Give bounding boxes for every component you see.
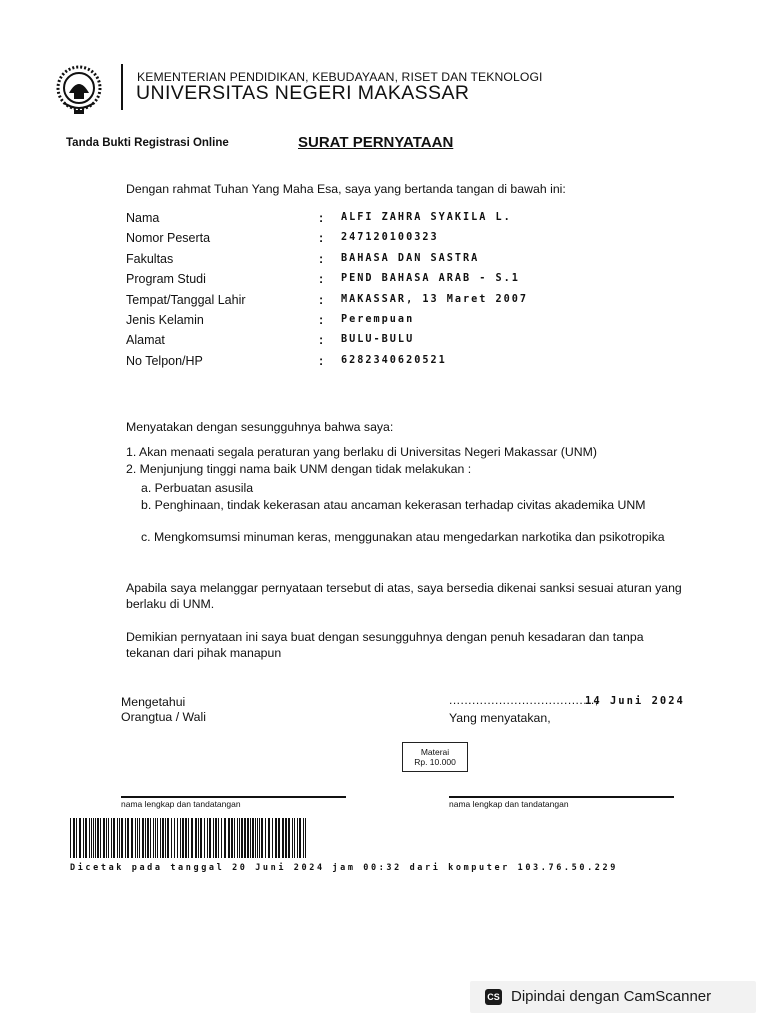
barcode-bar bbox=[137, 818, 138, 858]
barcode-bar bbox=[165, 818, 166, 858]
barcode-bar bbox=[157, 818, 158, 858]
barcode-bar bbox=[160, 818, 161, 858]
barcode-bar bbox=[215, 818, 217, 858]
barcode-bar bbox=[83, 818, 84, 858]
barcode-bar bbox=[95, 818, 96, 858]
barcode-bar bbox=[299, 818, 301, 858]
barcode-bar bbox=[97, 818, 99, 858]
field-label: Jenis Kelamin bbox=[126, 313, 204, 327]
barcode-bar bbox=[250, 818, 251, 858]
barcode-bar bbox=[103, 818, 105, 858]
document-title: SURAT PERNYATAAN bbox=[298, 134, 454, 151]
barcode-bar bbox=[228, 818, 230, 858]
camscanner-icon: CS bbox=[485, 989, 502, 1005]
barcode-bar bbox=[125, 818, 126, 858]
barcode-bar bbox=[282, 818, 284, 858]
barcode-bar bbox=[221, 818, 222, 858]
field-colon: : bbox=[319, 313, 324, 327]
stamp-box bbox=[402, 742, 468, 772]
signature-caption-right: nama lengkap dan tandatangan bbox=[449, 799, 569, 809]
camscanner-badge bbox=[470, 981, 756, 1013]
statement-item-2: 2. Menjunjung tinggi nama baik UNM dengan tidak melakukan : bbox=[126, 462, 472, 476]
barcode-bar bbox=[278, 818, 280, 858]
barcode-bar bbox=[198, 818, 199, 858]
barcode-bar bbox=[155, 818, 156, 858]
field-value: BULU-BULU bbox=[341, 334, 415, 345]
barcode-bar bbox=[188, 818, 189, 858]
barcode-bar bbox=[303, 818, 304, 858]
ministry-name: KEMENTERIAN PENDIDIKAN, KEBUDAYAAN, RISET DAN TEKNOLOGI bbox=[137, 70, 543, 84]
barcode-bar bbox=[257, 818, 258, 858]
barcode-bar bbox=[241, 818, 243, 858]
barcode-bar bbox=[275, 818, 277, 858]
barcode-bar bbox=[180, 818, 181, 858]
print-timestamp: Dicetak pada tanggal 20 Juni 2024 jam 00:32 dari komputer 103.76.50.229 bbox=[70, 863, 618, 873]
barcode-bar bbox=[259, 818, 260, 858]
place-placeholder: ......................................, bbox=[449, 693, 599, 707]
field-colon: : bbox=[319, 211, 324, 225]
barcode-bar bbox=[145, 818, 146, 858]
barcode-bar bbox=[111, 818, 112, 858]
barcode-bar bbox=[182, 818, 184, 858]
field-value: 6282340620521 bbox=[341, 355, 447, 366]
barcode-bar bbox=[171, 818, 172, 858]
barcode-bar bbox=[131, 818, 133, 858]
field-value: ALFI ZAHRA SYAKILA L. bbox=[341, 212, 512, 223]
stamp-amount: Rp. 10.000 bbox=[414, 757, 456, 767]
barcode-bar bbox=[108, 818, 109, 858]
barcode-bar bbox=[79, 818, 81, 858]
university-name: UNIVERSITAS NEGERI MAKASSAR bbox=[136, 82, 470, 104]
intro-text: Dengan rahmat Tuhan Yang Maha Esa, saya yang bertanda tangan di bawah ini: bbox=[126, 182, 566, 196]
field-colon: : bbox=[319, 272, 324, 286]
field-label: Program Studi bbox=[126, 272, 206, 286]
signature-line-right bbox=[449, 796, 674, 798]
barcode-bar bbox=[255, 818, 256, 858]
barcode-bar bbox=[195, 818, 197, 858]
barcode-bar bbox=[234, 818, 235, 858]
barcode-bar bbox=[231, 818, 233, 858]
barcode-bar bbox=[73, 818, 75, 858]
field-value: Perempuan bbox=[341, 314, 415, 325]
statement-item-1: 1. Akan menaati segala peraturan yang berlaku di Universitas Negeri Makassar (UNM) bbox=[126, 445, 597, 459]
barcode-bar bbox=[261, 818, 263, 858]
barcode-bar bbox=[292, 818, 293, 858]
field-value: 247120100323 bbox=[341, 232, 439, 243]
field-label: No Telpon/HP bbox=[126, 354, 203, 368]
statement-sub-b: b. Penghinaan, tindak kekerasan atau ancaman kekerasan terhadap civitas akademika UNM bbox=[141, 498, 646, 512]
barcode-bar bbox=[294, 818, 295, 858]
barcode-bar bbox=[207, 818, 208, 858]
declarant-label: Yang menyatakan, bbox=[449, 711, 551, 725]
barcode-bar bbox=[89, 818, 90, 858]
camscanner-text: Dipindai dengan CamScanner bbox=[511, 988, 712, 1005]
guardian-label: Orangtua / Wali bbox=[121, 710, 206, 724]
stamp-label: Materai bbox=[420, 747, 450, 757]
field-colon: : bbox=[319, 231, 324, 245]
field-label: Nama bbox=[126, 211, 160, 225]
barcode-bar bbox=[147, 818, 149, 858]
barcode-bar bbox=[167, 818, 169, 858]
barcode-bar bbox=[285, 818, 287, 858]
barcode-bar bbox=[272, 818, 273, 858]
field-value: PEND BAHASA ARAB - S.1 bbox=[341, 273, 520, 284]
signature-line-left bbox=[121, 796, 346, 798]
barcode-bar bbox=[177, 818, 178, 858]
statement-date: 14 Juni 2024 bbox=[585, 695, 685, 707]
barcode-bar bbox=[268, 818, 270, 858]
barcode-bar bbox=[76, 818, 77, 858]
barcode-bar bbox=[70, 818, 71, 858]
barcode-bar bbox=[121, 818, 123, 858]
barcode-bar bbox=[85, 818, 87, 858]
field-colon: : bbox=[319, 354, 324, 368]
barcode-bar bbox=[153, 818, 154, 858]
field-label: Tempat/Tanggal Lahir bbox=[126, 293, 246, 307]
barcode-bar bbox=[185, 818, 187, 858]
barcode-bar bbox=[174, 818, 175, 858]
barcode-bar bbox=[100, 818, 101, 858]
barcode-bar bbox=[209, 818, 211, 858]
statement-sub-a: a. Perbuatan asusila bbox=[141, 481, 254, 495]
receipt-label: Tanda Bukti Registrasi Online bbox=[66, 137, 229, 149]
barcode-bar bbox=[200, 818, 202, 858]
field-colon: : bbox=[319, 333, 324, 347]
unm-emblem-icon bbox=[52, 63, 110, 117]
barcode-bar bbox=[252, 818, 254, 858]
field-colon: : bbox=[319, 293, 324, 307]
barcode-bar bbox=[247, 818, 249, 858]
barcode-icon bbox=[70, 818, 308, 858]
barcode-bar bbox=[113, 818, 115, 858]
barcode-bar bbox=[237, 818, 238, 858]
statement-sub-c: c. Mengkomsumsi minuman keras, menggunakan atau mengedarkan narkotika dan psikotropika bbox=[141, 530, 665, 544]
barcode-bar bbox=[239, 818, 240, 858]
barcode-bar bbox=[204, 818, 205, 858]
barcode-bar bbox=[297, 818, 298, 858]
header-divider bbox=[121, 64, 123, 110]
barcode-bar bbox=[244, 818, 246, 858]
barcode-bar bbox=[142, 818, 144, 858]
barcode-bar bbox=[106, 818, 107, 858]
barcode-bar bbox=[150, 818, 151, 858]
statement-intro: Menyatakan dengan sesungguhnya bahwa saya: bbox=[126, 420, 394, 434]
field-label: Alamat bbox=[126, 333, 165, 347]
sanction-text: Apabila saya melanggar pernyataan tersebut di atas, saya bersedia dikenai sanksi sesuai aturan yang berlaku di UNM. bbox=[126, 581, 682, 611]
barcode-bar bbox=[91, 818, 92, 858]
barcode-bar bbox=[135, 818, 136, 858]
closing-text: Demikian pernyataan ini saya buat dengan sesungguhnya dengan penuh kesadaran dan tanpa tekanan dari pihak manapun bbox=[126, 630, 644, 660]
field-value: BAHASA DAN SASTRA bbox=[341, 253, 480, 264]
signature-caption-left: nama lengkap dan tandatangan bbox=[121, 799, 241, 809]
barcode-bar bbox=[218, 818, 219, 858]
barcode-bar bbox=[93, 818, 94, 858]
barcode-bar bbox=[191, 818, 193, 858]
barcode-bar bbox=[213, 818, 214, 858]
barcode-bar bbox=[119, 818, 120, 858]
barcode-bar bbox=[117, 818, 118, 858]
acknowledged-label: Mengetahui bbox=[121, 695, 186, 709]
barcode-bar bbox=[265, 818, 266, 858]
barcode-bar bbox=[127, 818, 129, 858]
barcode-bar bbox=[162, 818, 164, 858]
barcode-bar bbox=[224, 818, 226, 858]
field-value: MAKASSAR, 13 Maret 2007 bbox=[341, 294, 529, 305]
barcode-bar bbox=[305, 818, 306, 858]
field-label: Nomor Peserta bbox=[126, 231, 211, 245]
barcode-bar bbox=[139, 818, 140, 858]
field-colon: : bbox=[319, 252, 324, 266]
field-label: Fakultas bbox=[126, 252, 174, 266]
barcode-bar bbox=[288, 818, 290, 858]
